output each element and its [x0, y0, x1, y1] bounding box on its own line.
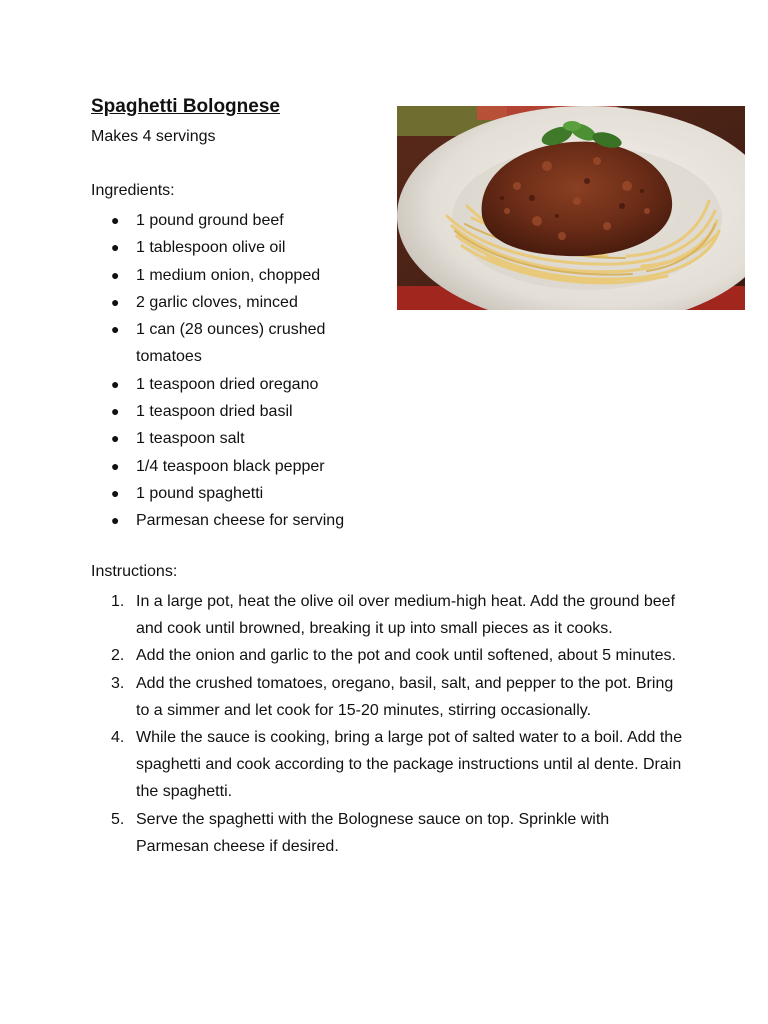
step-number: 2.: [111, 647, 125, 665]
bullet-icon: ●: [111, 212, 120, 228]
bullet-icon: ●: [111, 430, 120, 447]
spaghetti-photo: [397, 106, 745, 310]
list-item: ● 1 pound spaghetti: [91, 480, 371, 507]
list-item: ● 1 medium onion, chopped: [91, 262, 371, 289]
step-number: 3.: [111, 674, 125, 692]
instructions-list: [91, 588, 686, 860]
list-item: ● Parmesan cheese for serving: [91, 507, 371, 534]
list-item: ● 1 teaspoon dried oregano: [91, 371, 371, 398]
bullet-icon: ●: [111, 375, 120, 392]
step-number: 5.: [111, 810, 125, 828]
bullet-icon: ●: [111, 403, 120, 420]
bullet-icon: ●: [111, 321, 120, 338]
bullet-icon: ●: [111, 266, 120, 283]
instructions-heading: Instructions:: [91, 563, 178, 580]
ingredients-list: [91, 207, 371, 535]
servings-text: Makes 4 servings: [91, 128, 216, 145]
list-item: ● 1 pound ground beef: [91, 207, 371, 234]
bullet-icon: ●: [111, 457, 120, 474]
spaghetti-photo-illustration: [397, 106, 745, 310]
recipe-title: Spaghetti Bolognese: [91, 96, 280, 117]
list-item: ● 1 teaspoon salt: [91, 425, 371, 452]
list-item: 3. Add the crushed tomatoes, oregano, basil, salt, and pepper to the pot. Bring to a simmer and let cook for 15-20 minutes, stirring occasionally.: [91, 670, 686, 724]
bullet-icon: ●: [111, 484, 120, 501]
list-item: 5. Serve the spaghetti with the Bolognese sauce on top. Sprinkle with Parmesan cheese if desired.: [91, 806, 686, 860]
bullet-icon: ●: [111, 239, 120, 256]
ingredients-heading: Ingredients:: [91, 182, 175, 199]
list-item: ● 2 garlic cloves, minced: [91, 289, 371, 316]
bullet-icon: ●: [111, 293, 120, 310]
bullet-icon: ●: [111, 512, 120, 529]
list-item: ● 1 can (28 ounces) crushed tomatoes: [91, 316, 371, 371]
list-item: ● 1 teaspoon dried basil: [91, 398, 371, 425]
step-number: 1.: [111, 593, 125, 610]
list-item: 4. While the sauce is cooking, bring a large pot of salted water to a boil. Add the spaghetti and cook according to the package instructions until al dente. Drain the spaghetti.: [91, 724, 686, 806]
list-item: ● 1/4 teaspoon black pepper: [91, 453, 371, 480]
step-number: 4.: [111, 729, 125, 747]
list-item: 2. Add the onion and garlic to the pot and cook until softened, about 5 minutes.: [91, 642, 686, 669]
list-item: 1. In a large pot, heat the olive oil over medium-high heat. Add the ground beef and cook until browned, breaking it up into small pieces as it cooks.: [91, 588, 686, 642]
list-item: ● 1 tablespoon olive oil: [91, 234, 371, 261]
